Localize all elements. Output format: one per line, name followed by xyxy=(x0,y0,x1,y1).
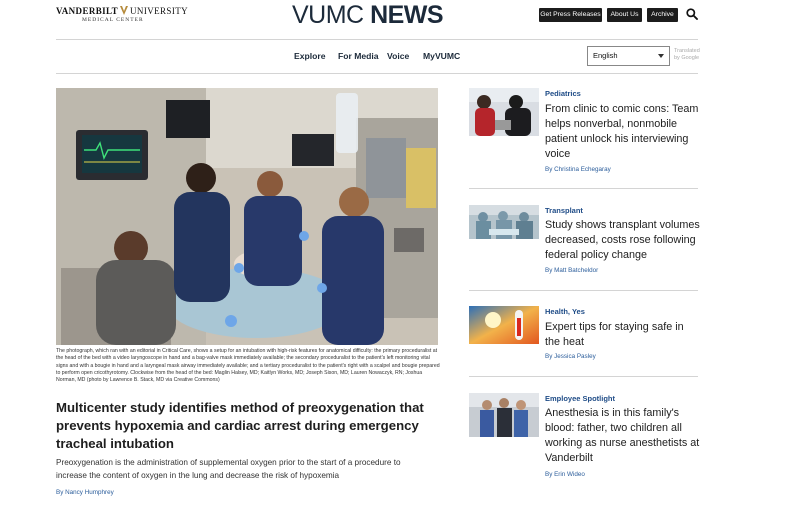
vumc-logo[interactable] xyxy=(56,6,189,26)
hero-caption: The photograph, which ran with an editorial in Critical Care, shows a setup for an intubation with high-risk features for anatomical difficulty: the primary proceduralist at the head of the bed with a video laryngoscope in hand and a bag-valve mask immediately available; the secondary proceduralist to the patient's left monitoring vital signs and with a bougie in hand and a laryngeal mask airway immediately available; and a tertiary proceduralist to the patient's right with a scalpel and bougie prepared to perform open cricothyrotomy. Clockwise from the head of the bed: Maglin Halsey, MD; Kaitlyn Works, MD; Joseph Sison, MD; Lauren Nowaczyk, RN; Joshua Norman, MD (photo by Lawrence B. Stack, MD via Creative Commons) xyxy=(56,348,440,384)
sidebar-divider xyxy=(469,376,698,377)
header-divider xyxy=(56,39,698,40)
oak-leaf-icon xyxy=(120,6,128,15)
story-title-pediatrics[interactable]: From clinic to comic cons: Team helps nonverbal, nonmobile patient unlock his interviewing voice xyxy=(545,103,699,160)
story-thumbnail-pediatrics[interactable] xyxy=(469,88,539,136)
nav-explore[interactable]: Explore xyxy=(294,51,326,61)
story-thumbnail-transplant[interactable] xyxy=(469,205,539,239)
byline-heat[interactable]: By Jessica Pasley xyxy=(545,353,596,360)
lead-story-byline[interactable]: By Nancy Humphrey xyxy=(56,489,114,496)
byline-anesthesia[interactable]: By Erin Wideo xyxy=(545,471,585,478)
nav-divider xyxy=(56,73,698,74)
hero-photo[interactable] xyxy=(56,88,438,345)
story-title-anesthesia[interactable]: Anesthesia is in this family's blood: father, two children all working as nurse anesthetists at Vanderbilt xyxy=(545,407,700,464)
brand-news: NEWS xyxy=(370,1,444,29)
nav-voice[interactable]: Voice xyxy=(387,51,410,61)
byline-transplant[interactable]: By Matt Batcheldor xyxy=(545,267,599,274)
language-value: English xyxy=(593,51,618,60)
category-pediatrics[interactable]: Pediatrics xyxy=(545,89,581,98)
byline-pediatrics[interactable]: By Christina Echegaray xyxy=(545,166,611,173)
lead-story-title[interactable]: Multicenter study identifies method of preoxygenation that prevents hypoxemia and cardiac arrest during emergency tracheal intubation xyxy=(56,400,424,451)
logo-medical-center: MEDICAL CENTER xyxy=(82,17,144,23)
nav-for-media[interactable]: For Media xyxy=(338,51,379,61)
story-title-heat[interactable]: Expert tips for staying safe in the heat xyxy=(545,321,684,348)
category-employee-spotlight[interactable]: Employee Spotlight xyxy=(545,394,616,403)
get-press-releases-button[interactable]: Get Press Releases xyxy=(539,8,602,22)
category-health-yes[interactable]: Health, Yes xyxy=(545,307,585,316)
translated-by-google xyxy=(674,48,700,62)
sidebar-divider xyxy=(469,290,698,291)
story-thumbnail-heat[interactable] xyxy=(469,306,539,344)
about-us-button[interactable]: About Us xyxy=(607,8,642,22)
chevron-down-icon xyxy=(658,54,664,58)
story-thumbnail-anesthesia[interactable] xyxy=(469,393,539,437)
logo-vanderbilt: VANDERBILT xyxy=(56,6,119,16)
nav-myvumc[interactable]: MyVUMC xyxy=(423,51,461,61)
search-icon[interactable] xyxy=(686,8,698,20)
lead-story-summary: Preoxygenation is the administration of supplemental oxygen prior to the start of a procedure to increase the content of oxygen in the lung and decrease the risk of hypoxemia xyxy=(56,458,401,480)
archive-button[interactable]: Archive xyxy=(647,8,678,22)
translated-line-1: Translated xyxy=(674,48,700,54)
story-title-transplant[interactable]: Study shows transplant volumes decreased, costs rose following federal policy change xyxy=(545,219,700,261)
brand-vumc: VUMC xyxy=(292,1,364,29)
category-transplant[interactable]: Transplant xyxy=(545,206,583,215)
sidebar-divider xyxy=(469,188,698,189)
logo-university: UNIVERSITY xyxy=(130,6,189,16)
translated-line-2: by Google xyxy=(674,55,700,61)
language-select[interactable] xyxy=(587,46,670,66)
site-brand[interactable] xyxy=(292,1,443,30)
